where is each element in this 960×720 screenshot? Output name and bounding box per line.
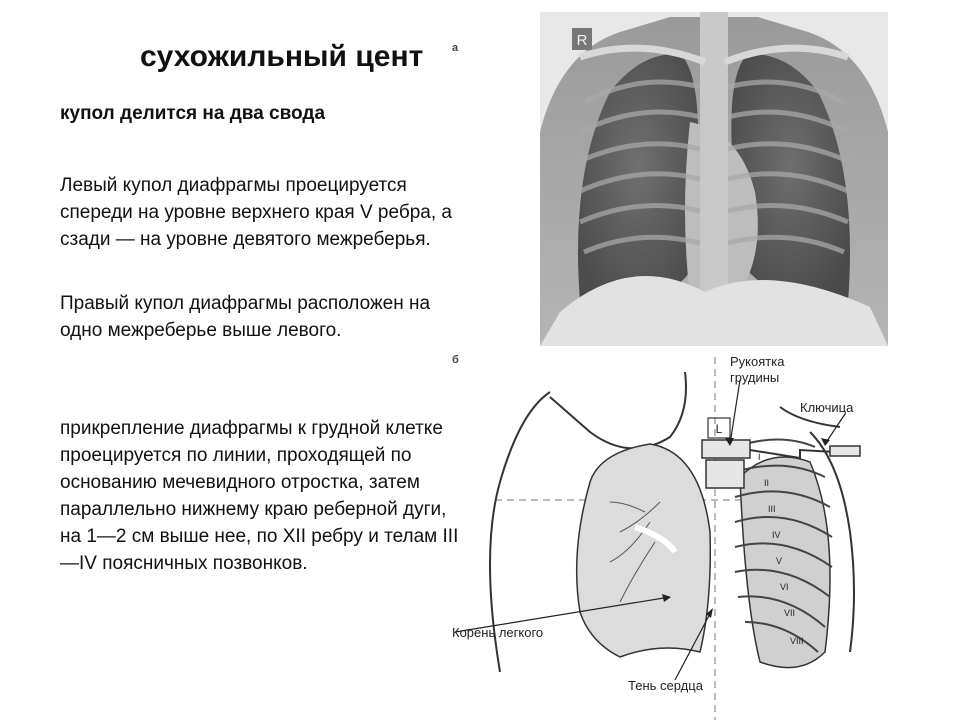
rib-numeral-2: II	[764, 478, 770, 488]
rib-numeral-8: VIII	[790, 636, 804, 646]
chest-xray-image	[540, 12, 888, 346]
slide-title: сухожильный цент	[140, 40, 424, 73]
rib-numeral-7: VII	[784, 608, 796, 618]
paragraph-left-dome: Левый купол диафрагмы проецируется спереди на уровне верхнего края V ребра, а сзади — на уровне девятого межреберья.	[60, 175, 452, 250]
label-lung-root: Корень легкого	[452, 625, 544, 640]
figure-marker-b: б	[452, 354, 459, 366]
paragraph-right-dome: Правый купол диафрагмы расположен на одно межреберье выше левого.	[60, 293, 431, 341]
xray-side-marker: R	[576, 32, 588, 49]
label-manubrium: Рукоятка грудины	[730, 354, 785, 385]
paragraph-attachment: прикрепление диафрагмы к грудной клетке проецируется по линии, проходящей по основанию мечевидного отростка, затем параллельно нижнему краю реберной дуги, на 1—2 см выше нее, по XII ребру и телам III—IV поясничных позвонков.	[60, 418, 459, 574]
label-heart-shadow: Тень сердца	[628, 678, 703, 693]
rib-numeral-4: IV	[772, 530, 781, 540]
lead-text: купол делится на два свода	[60, 103, 326, 124]
diagram-l-marker: L	[715, 422, 723, 436]
label-clavicle: Ключица	[800, 400, 854, 415]
figure-marker-a: а	[452, 42, 459, 54]
rib-numeral-6: VI	[780, 582, 789, 592]
rib-numeral-5: V	[776, 556, 783, 566]
rib-numeral-3: III	[768, 504, 776, 514]
chest-diagram	[440, 352, 885, 720]
rib-numeral-1: I	[758, 452, 761, 462]
